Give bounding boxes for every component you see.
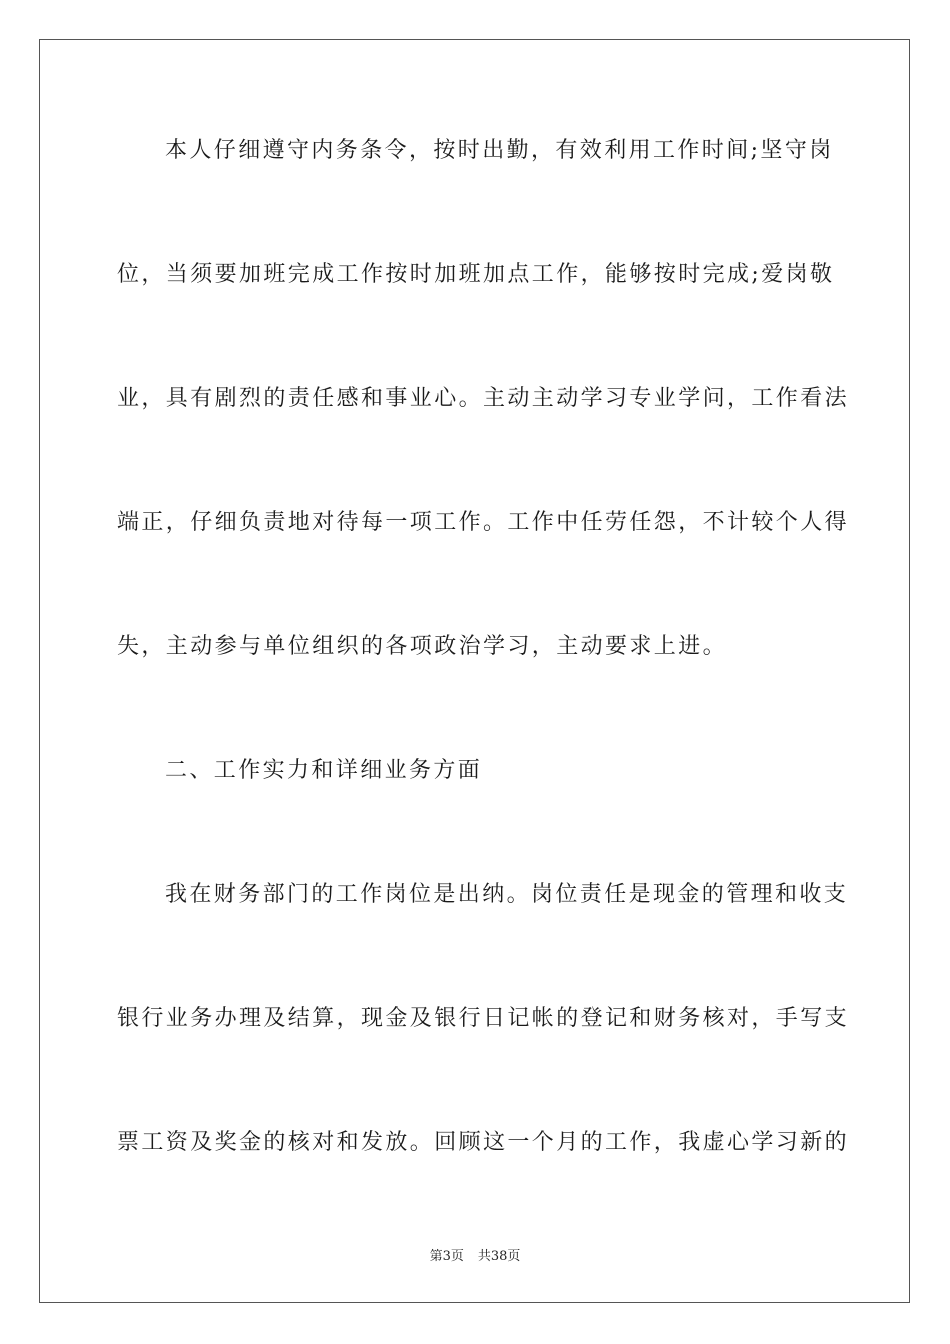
paragraph-line-5: 失，主动参与单位组织的各项政治学习，主动要求上进。: [117, 634, 728, 659]
paragraph-line-1: 本人仔细遵守内务条令，按时出勤，有效利用工作时间;坚守岗: [165, 138, 834, 163]
paragraph-line-4: 端正，仔细负责地对待每一项工作。工作中任劳任怨，不计较个人得: [117, 510, 850, 535]
page-footer: [0, 1248, 950, 1266]
paragraph-line-8: 票工资及奖金的核对和发放。回顾这一个月的工作，我虚心学习新的: [117, 1130, 850, 1155]
paragraph-line-2: 位，当须要加班完成工作按时加班加点工作，能够按时完成;爱岗敬: [117, 262, 835, 287]
paragraph-line-6: 我在财务部门的工作岗位是出纳。岗位责任是现金的管理和收支: [165, 882, 849, 907]
page-border: [39, 39, 910, 1303]
paragraph-line-7: 银行业务办理及结算，现金及银行日记帐的登记和财务核对，手写支: [117, 1006, 850, 1031]
section-heading: 二、工作实力和详细业务方面: [165, 758, 483, 783]
current-page-number: 第3页: [429, 1249, 464, 1264]
paragraph-line-3: 业，具有剧烈的责任感和事业心。主动主动学习专业学问，工作看法: [117, 386, 850, 411]
total-pages: 共38页: [477, 1249, 521, 1264]
